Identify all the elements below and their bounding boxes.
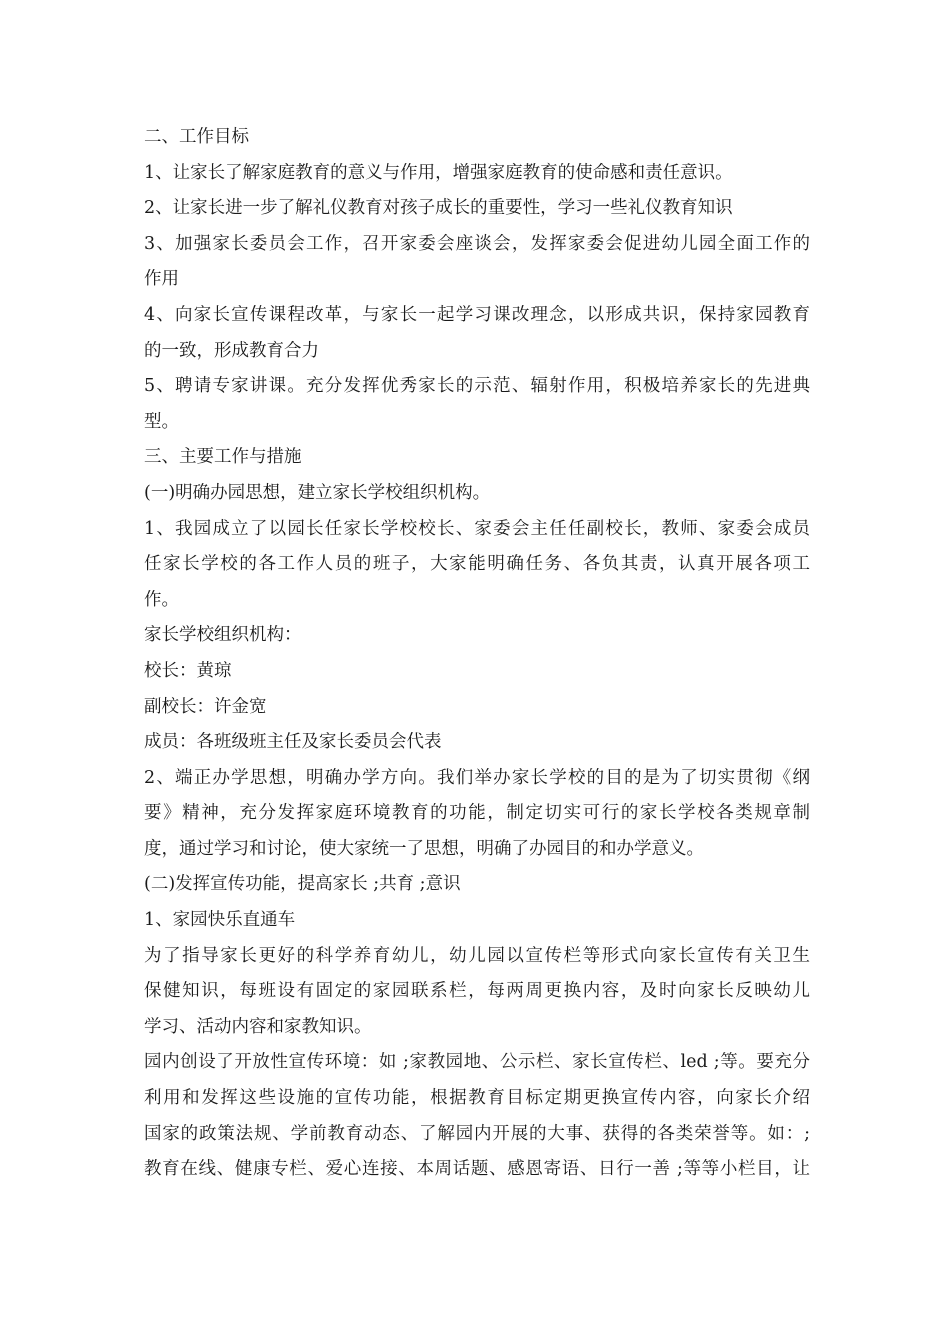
text-line: 2、端正办学思想，明确办学方向。我们举办家长学校的目的是为了切实贯彻《纲 <box>144 767 810 788</box>
text-line: 作。 <box>144 589 179 610</box>
text-line: 1、让家长了解家庭教育的意义与作用，增强家庭教育的使命感和责任意识。 <box>144 162 733 183</box>
text-line: 家长学校组织机构： <box>144 625 302 646</box>
text-line: 任家长学校的各工作人员的班子，大家能明确任务、各负其责，认真开展各项工 <box>144 554 810 575</box>
text-line: 2、让家长进一步了解礼仪教育对孩子成长的重要性，学习一些礼仪教育知识 <box>144 198 733 219</box>
text-line: 成员：各班级班主任及家长委员会代表 <box>144 732 442 753</box>
text-line: 教育在线、健康专栏、爱心连接、本周话题、感恩寄语、日行一善 ;等等小栏目，让 <box>144 1159 810 1180</box>
text-line: 要》精神，充分发挥家庭环境教育的功能，制定切实可行的家长学校各类规章制 <box>144 803 810 824</box>
text-line: 保健知识，每班设有固定的家园联系栏，每两周更换内容，及时向家长反映幼儿 <box>144 981 810 1002</box>
text-line: 副校长：许金宽 <box>144 696 267 717</box>
text-line: 学习、活动内容和家教知识。 <box>144 1016 372 1037</box>
text-line: 校长：黄琼 <box>144 660 232 681</box>
text-line: (二)发挥宣传功能，提高家长 ;共育 ;意识 <box>144 874 461 895</box>
text-line: 作用 <box>144 269 179 290</box>
text-line: 利用和发挥这些设施的宣传功能，根据教育目标定期更换宣传内容，向家长介绍 <box>144 1088 810 1109</box>
text-line: 二、工作目标 <box>144 127 249 147</box>
text-line: 国家的政策法规、学前教育动态、了解园内开展的大事、获得的各类荣誉等。如：; <box>144 1123 810 1144</box>
text-line: 三、主要工作与措施 <box>144 447 302 468</box>
text-line: 度，通过学习和讨论，使大家统一了思想，明确了办园目的和办学意义。 <box>144 838 704 859</box>
text-line: 园内创设了开放性宣传环境：如 ;家教园地、公示栏、家长宣传栏、led ;等。要充分 <box>144 1052 810 1073</box>
text-line: 1、家园快乐直通车 <box>144 910 296 931</box>
text-line: (一)明确办园思想，建立家长学校组织机构。 <box>144 482 491 503</box>
text-line: 3、加强家长委员会工作，召开家委会座谈会，发挥家委会促进幼儿园全面工作的 <box>144 233 810 254</box>
text-line: 为了指导家长更好的科学养育幼儿，幼儿园以宣传栏等形式向家长宣传有关卫生 <box>144 945 810 966</box>
text-line: 4、向家长宣传课程改革，与家长一起学习课改理念，以形成共识，保持家园教育 <box>144 304 810 325</box>
text-line: 5、聘请专家讲课。充分发挥优秀家长的示范、辐射作用，积极培养家长的先进典 <box>144 376 810 397</box>
text-line: 的一致，形成教育合力 <box>144 340 319 361</box>
text-line: 型。 <box>144 411 179 432</box>
text-line: 1、我园成立了以园长任家长学校校长、家委会主任任副校长，教师、家委会成员 <box>144 518 810 539</box>
document-body <box>144 120 810 1188</box>
